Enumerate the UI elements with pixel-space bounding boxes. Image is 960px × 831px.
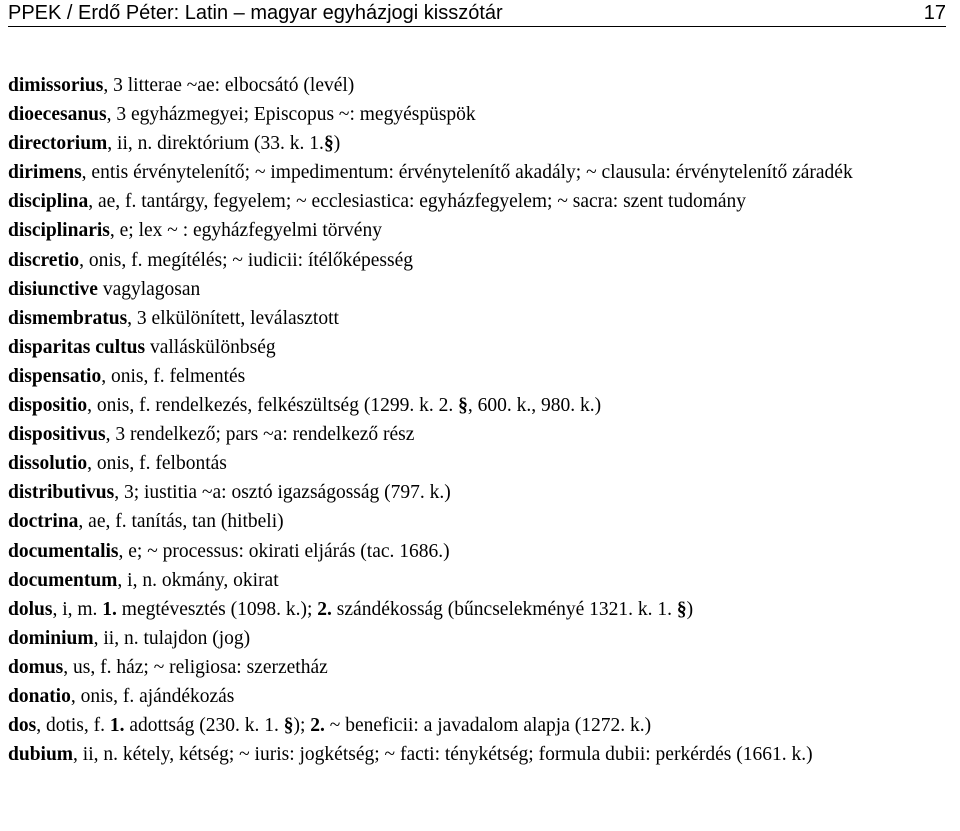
- section-sign: §: [676, 598, 687, 620]
- sense-number: 1.: [109, 715, 125, 737]
- definition: , onis, f. megítélés; ~ iudicii: ítélőképesség: [79, 249, 414, 271]
- entry-disciplinaris: [8, 216, 953, 245]
- entry-dispositivus: [8, 420, 953, 449]
- headword: disciplinaris: [8, 220, 110, 242]
- headword: dominium: [8, 627, 94, 649]
- entry-dispensatio: [8, 362, 953, 391]
- entry-documentum: [8, 566, 953, 595]
- entry-disiunctive: [8, 275, 953, 304]
- section-sign: §: [458, 395, 468, 417]
- entry-dominium: [8, 624, 953, 653]
- headword: dioecesanus: [8, 104, 107, 126]
- headword: dispensatio: [8, 365, 102, 387]
- definition: , i, n. okmány, okirat: [117, 569, 279, 591]
- headword: doctrina: [8, 511, 79, 533]
- entry-domus: [8, 653, 953, 682]
- entry-disciplina: [8, 187, 953, 216]
- headword: disparitas cultus: [8, 336, 146, 358]
- entry-doctrina: [8, 507, 953, 536]
- definition-tail: ): [686, 598, 694, 620]
- entry-discretio: [8, 246, 953, 275]
- headword: dirimens: [8, 162, 82, 184]
- headword: disiunctive: [8, 278, 98, 300]
- entry-dubium: [8, 740, 953, 769]
- definition: , ae, f. tanítás, tan (hitbeli): [78, 511, 284, 533]
- entry-dolus: [8, 595, 953, 624]
- entry-dissolutio: [8, 449, 953, 478]
- header-title: PPEK / Erdő Péter: Latin – magyar egyházjogi kisszótár: [8, 2, 503, 24]
- headword: donatio: [8, 685, 71, 707]
- headword: dissolutio: [8, 453, 88, 475]
- headword: dos: [8, 715, 37, 737]
- definition: , ii, n. tulajdon (jog): [93, 627, 251, 649]
- page-header: [8, 0, 946, 27]
- entry-distributivus: [8, 478, 953, 507]
- section-sign: §: [283, 715, 294, 737]
- entry-dismembratus: [8, 304, 953, 333]
- sense-number: 1.: [102, 598, 117, 620]
- definition: , i, m.: [52, 598, 103, 620]
- definition: , ii, n. kétely, kétség; ~ iuris: jogkétség; ~ facti: ténykétség; formula dubii: perkérdés (1661. k.): [73, 744, 813, 766]
- entry-disparitas-cultus: [8, 333, 953, 362]
- entry-documentalis: [8, 537, 953, 566]
- definition-mid: );: [293, 715, 311, 737]
- headword: distributivus: [8, 482, 115, 504]
- sense-text: megtévesztés (1098. k.);: [116, 598, 318, 620]
- definition-tail: , 600. k., 980. k.): [467, 395, 602, 417]
- definition: , us, f. ház; ~ religiosa: szerzetház: [63, 656, 328, 678]
- definition: , onis, f. felbontás: [87, 453, 227, 475]
- entry-dirimens: [8, 158, 953, 187]
- sense-number: 2.: [310, 715, 325, 737]
- dictionary-entries: [8, 71, 953, 769]
- headword: disciplina: [8, 191, 89, 213]
- page-number: 17: [923, 2, 946, 24]
- definition: , 3; iustitia ~a: osztó igazságosság (797. k.): [114, 482, 451, 504]
- entry-dos: [8, 711, 953, 740]
- headword: dispositio: [8, 395, 88, 417]
- sense-text: adottság (230. k. 1.: [124, 715, 284, 737]
- definition: vagylagosan: [97, 278, 201, 300]
- sense-text: szándékosság (bűncselekményé 1321. k. 1.: [331, 598, 677, 620]
- definition: , e; lex ~ : egyházfegyelmi törvény: [109, 220, 382, 242]
- definition: , onis, f. rendelkezés, felkészültség (1299. k. 2.: [87, 395, 459, 417]
- entry-directorium: [8, 129, 953, 158]
- entry-donatio: [8, 682, 953, 711]
- headword: dimissorius: [8, 75, 104, 96]
- entry-dimissorius: [8, 71, 953, 100]
- definition: , dotis, f.: [36, 715, 110, 737]
- definition: , 3 egyházmegyei; Episcopus ~: megyéspüspök: [106, 104, 476, 126]
- definition: , onis, f. ajándékozás: [70, 685, 235, 707]
- definition: valláskülönbség: [145, 336, 276, 358]
- headword: discretio: [8, 249, 80, 271]
- definition: , ae, f. tantárgy, fegyelem; ~ ecclesiastica: egyházfegyelem; ~ sacra: szent tudomány: [88, 191, 747, 213]
- sense-number: 2.: [317, 598, 332, 620]
- headword: dismembratus: [8, 307, 128, 329]
- headword: documentalis: [8, 540, 119, 562]
- headword: dubium: [8, 744, 74, 766]
- definition: , e; ~ processus: okirati eljárás (tac. 1686.): [118, 540, 450, 562]
- definition: , 3 elkülönített, leválasztott: [127, 307, 339, 329]
- sense-text: ~ beneficii: a javadalom alapja (1272. k.): [324, 715, 652, 737]
- headword: documentum: [8, 569, 118, 591]
- definition-tail: ): [333, 133, 341, 155]
- definition: , 3 litterae ~ae: elbocsátó (levél): [103, 75, 355, 96]
- headword: dispositivus: [8, 424, 106, 446]
- section-sign: §: [323, 133, 334, 155]
- entry-dioecesanus: [8, 100, 953, 129]
- definition: , onis, f. felmentés: [101, 365, 246, 387]
- definition: , ii, n. direktórium (33. k. 1.: [107, 133, 324, 155]
- headword: dolus: [8, 598, 53, 620]
- headword: domus: [8, 656, 64, 678]
- headword: directorium: [8, 133, 108, 155]
- entry-dispositio: [8, 391, 953, 420]
- definition: , 3 rendelkező; pars ~a: rendelkező rész: [105, 424, 415, 446]
- definition: , entis érvénytelenítő; ~ impedimentum: érvénytelenítő akadály; ~ clausula: érvénytelenítő záradék: [81, 162, 853, 184]
